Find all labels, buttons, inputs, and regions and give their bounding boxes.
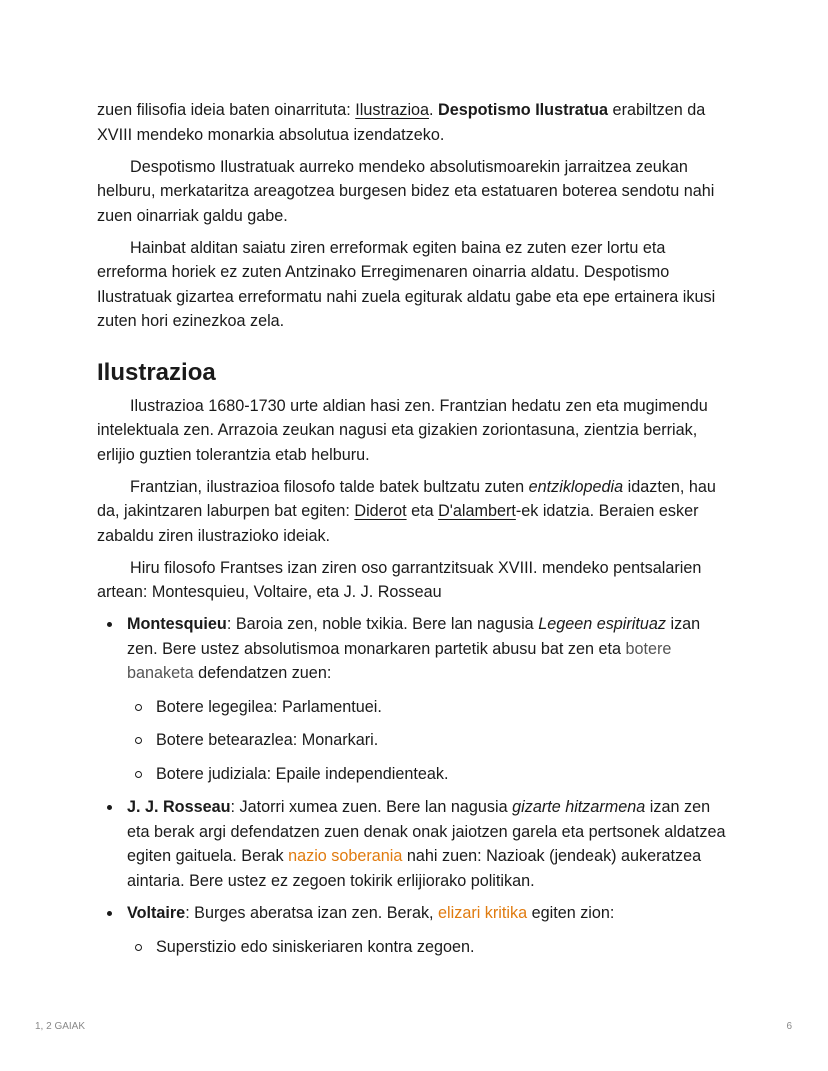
text: : Baroia zen, noble txikia. Bere lan nagusia bbox=[226, 615, 539, 633]
text: izan zen. Bere ustez absolutismoa monarkaren partetik abusu bat zen eta bbox=[127, 615, 701, 658]
text: eta bbox=[406, 502, 439, 520]
sub-list bbox=[127, 935, 733, 960]
sub-list-item: Botere judiziala: Epaile independienteak. bbox=[127, 762, 733, 787]
highlight-term: nazio soberania bbox=[288, 847, 403, 865]
list-item bbox=[97, 612, 733, 786]
text: erabiltzen da XVIII mendeko monarkia absolutua izendatzeko. bbox=[97, 101, 706, 144]
text: nahi zuen: Nazioak (jendeak) aukeratzea aintaria. Bere ustez ez zegoen tokirik erlijiorako politikan. bbox=[127, 847, 702, 890]
term: Voltaire bbox=[127, 904, 186, 922]
text: idazten, hau da, jakintzaren laburpen bat egiten: bbox=[97, 477, 716, 520]
highlight-term: elizari kritika bbox=[438, 904, 528, 922]
sub-list-item: Botere legegilea: Parlamentuei. bbox=[127, 695, 733, 720]
footer-section-label: 1, 2 GAIAK bbox=[35, 1021, 86, 1032]
philosopher-list bbox=[97, 612, 733, 959]
term: J. J. Rosseau bbox=[127, 798, 231, 816]
italic-term: gizarte hitzarmena bbox=[512, 798, 646, 816]
text: . bbox=[429, 101, 439, 119]
dalambert-link[interactable]: D'alambert bbox=[438, 502, 516, 520]
term: Montesquieu bbox=[127, 615, 227, 633]
paragraph: Ilustrazioa 1680-1730 urte aldian hasi zen. Frantzian hedatu zen eta mugimendu intelektuala zen. Arrazoia zeukan nagusi eta gizakien zoriontasuna, zientzia berriak, erlijio guztien tolerantzia etab helburu. bbox=[97, 396, 708, 464]
sub-list-item: Superstizio edo siniskeriaren kontra zegoen. bbox=[127, 935, 733, 960]
italic-term: entziklopedia bbox=[528, 477, 624, 496]
paragraph: Hiru filosofo Frantses izan ziren oso garrantzitsuak XVIII. mendeko pentsalarien artean: Montesquieu, Voltaire, eta J. J. Rosseau bbox=[97, 558, 702, 601]
highlight-term: botere banaketa bbox=[127, 639, 672, 682]
text: egiten zion: bbox=[527, 904, 615, 922]
paragraph bbox=[97, 98, 733, 147]
text: defendatzen zuen: bbox=[193, 664, 332, 682]
text: -ek idatzia. Beraien esker zabaldu ziren ilustrazioko ideiak. bbox=[97, 502, 699, 545]
diderot-link[interactable]: Diderot bbox=[354, 502, 407, 520]
text: : Jatorri xumea zuen. Bere lan nagusia bbox=[230, 798, 513, 816]
paragraph: Hainbat alditan saiatu ziren erreformak egiten baina ez zuten ezer lortu eta erreforma horiek ez zuten Antzinako Erregimenaren oinarria aldatu. Despotismo Ilustratuak gizartea erreformatu nahi zuela egiturak aldatu gabe eta epe ertainera ikusi zuten hori ezinezkoa zela. bbox=[97, 238, 716, 330]
sub-list bbox=[127, 695, 733, 787]
bold-term: Despotismo Ilustratua bbox=[438, 101, 609, 119]
text: zuen filisofia ideia baten oinarrituta: bbox=[97, 101, 356, 119]
paragraph bbox=[97, 475, 733, 549]
page-number: 6 bbox=[786, 1021, 792, 1032]
text: Frantzian, ilustrazioa filosofo talde batek bultzatu zuten bbox=[130, 477, 529, 496]
text: izan zen eta berak argi defendatzen zuen denak onak jaiotzen garela eta pertsonek aldatzea egiten gaituela. Berak bbox=[127, 798, 726, 865]
sub-list-item: Botere betearazlea: Monarkari. bbox=[127, 728, 733, 753]
document-body bbox=[97, 98, 733, 968]
italic-term: Legeen espirituaz bbox=[538, 615, 666, 633]
list-item bbox=[97, 901, 733, 959]
paragraph: Despotismo Ilustratuak aurreko mendeko absolutismoarekin jarraitzea zeukan helburu, merkataritza areagotzea burgesen bidez eta estatuaren boterea sendotu nahi zuen oinarriak galdu gabe. bbox=[97, 157, 715, 225]
ilustrazioa-link[interactable]: Ilustrazioa bbox=[355, 101, 430, 119]
list-item bbox=[97, 795, 733, 893]
text: : Burges aberatsa izan zen. Berak, bbox=[185, 904, 439, 922]
section-heading: Ilustrazioa bbox=[97, 358, 216, 386]
